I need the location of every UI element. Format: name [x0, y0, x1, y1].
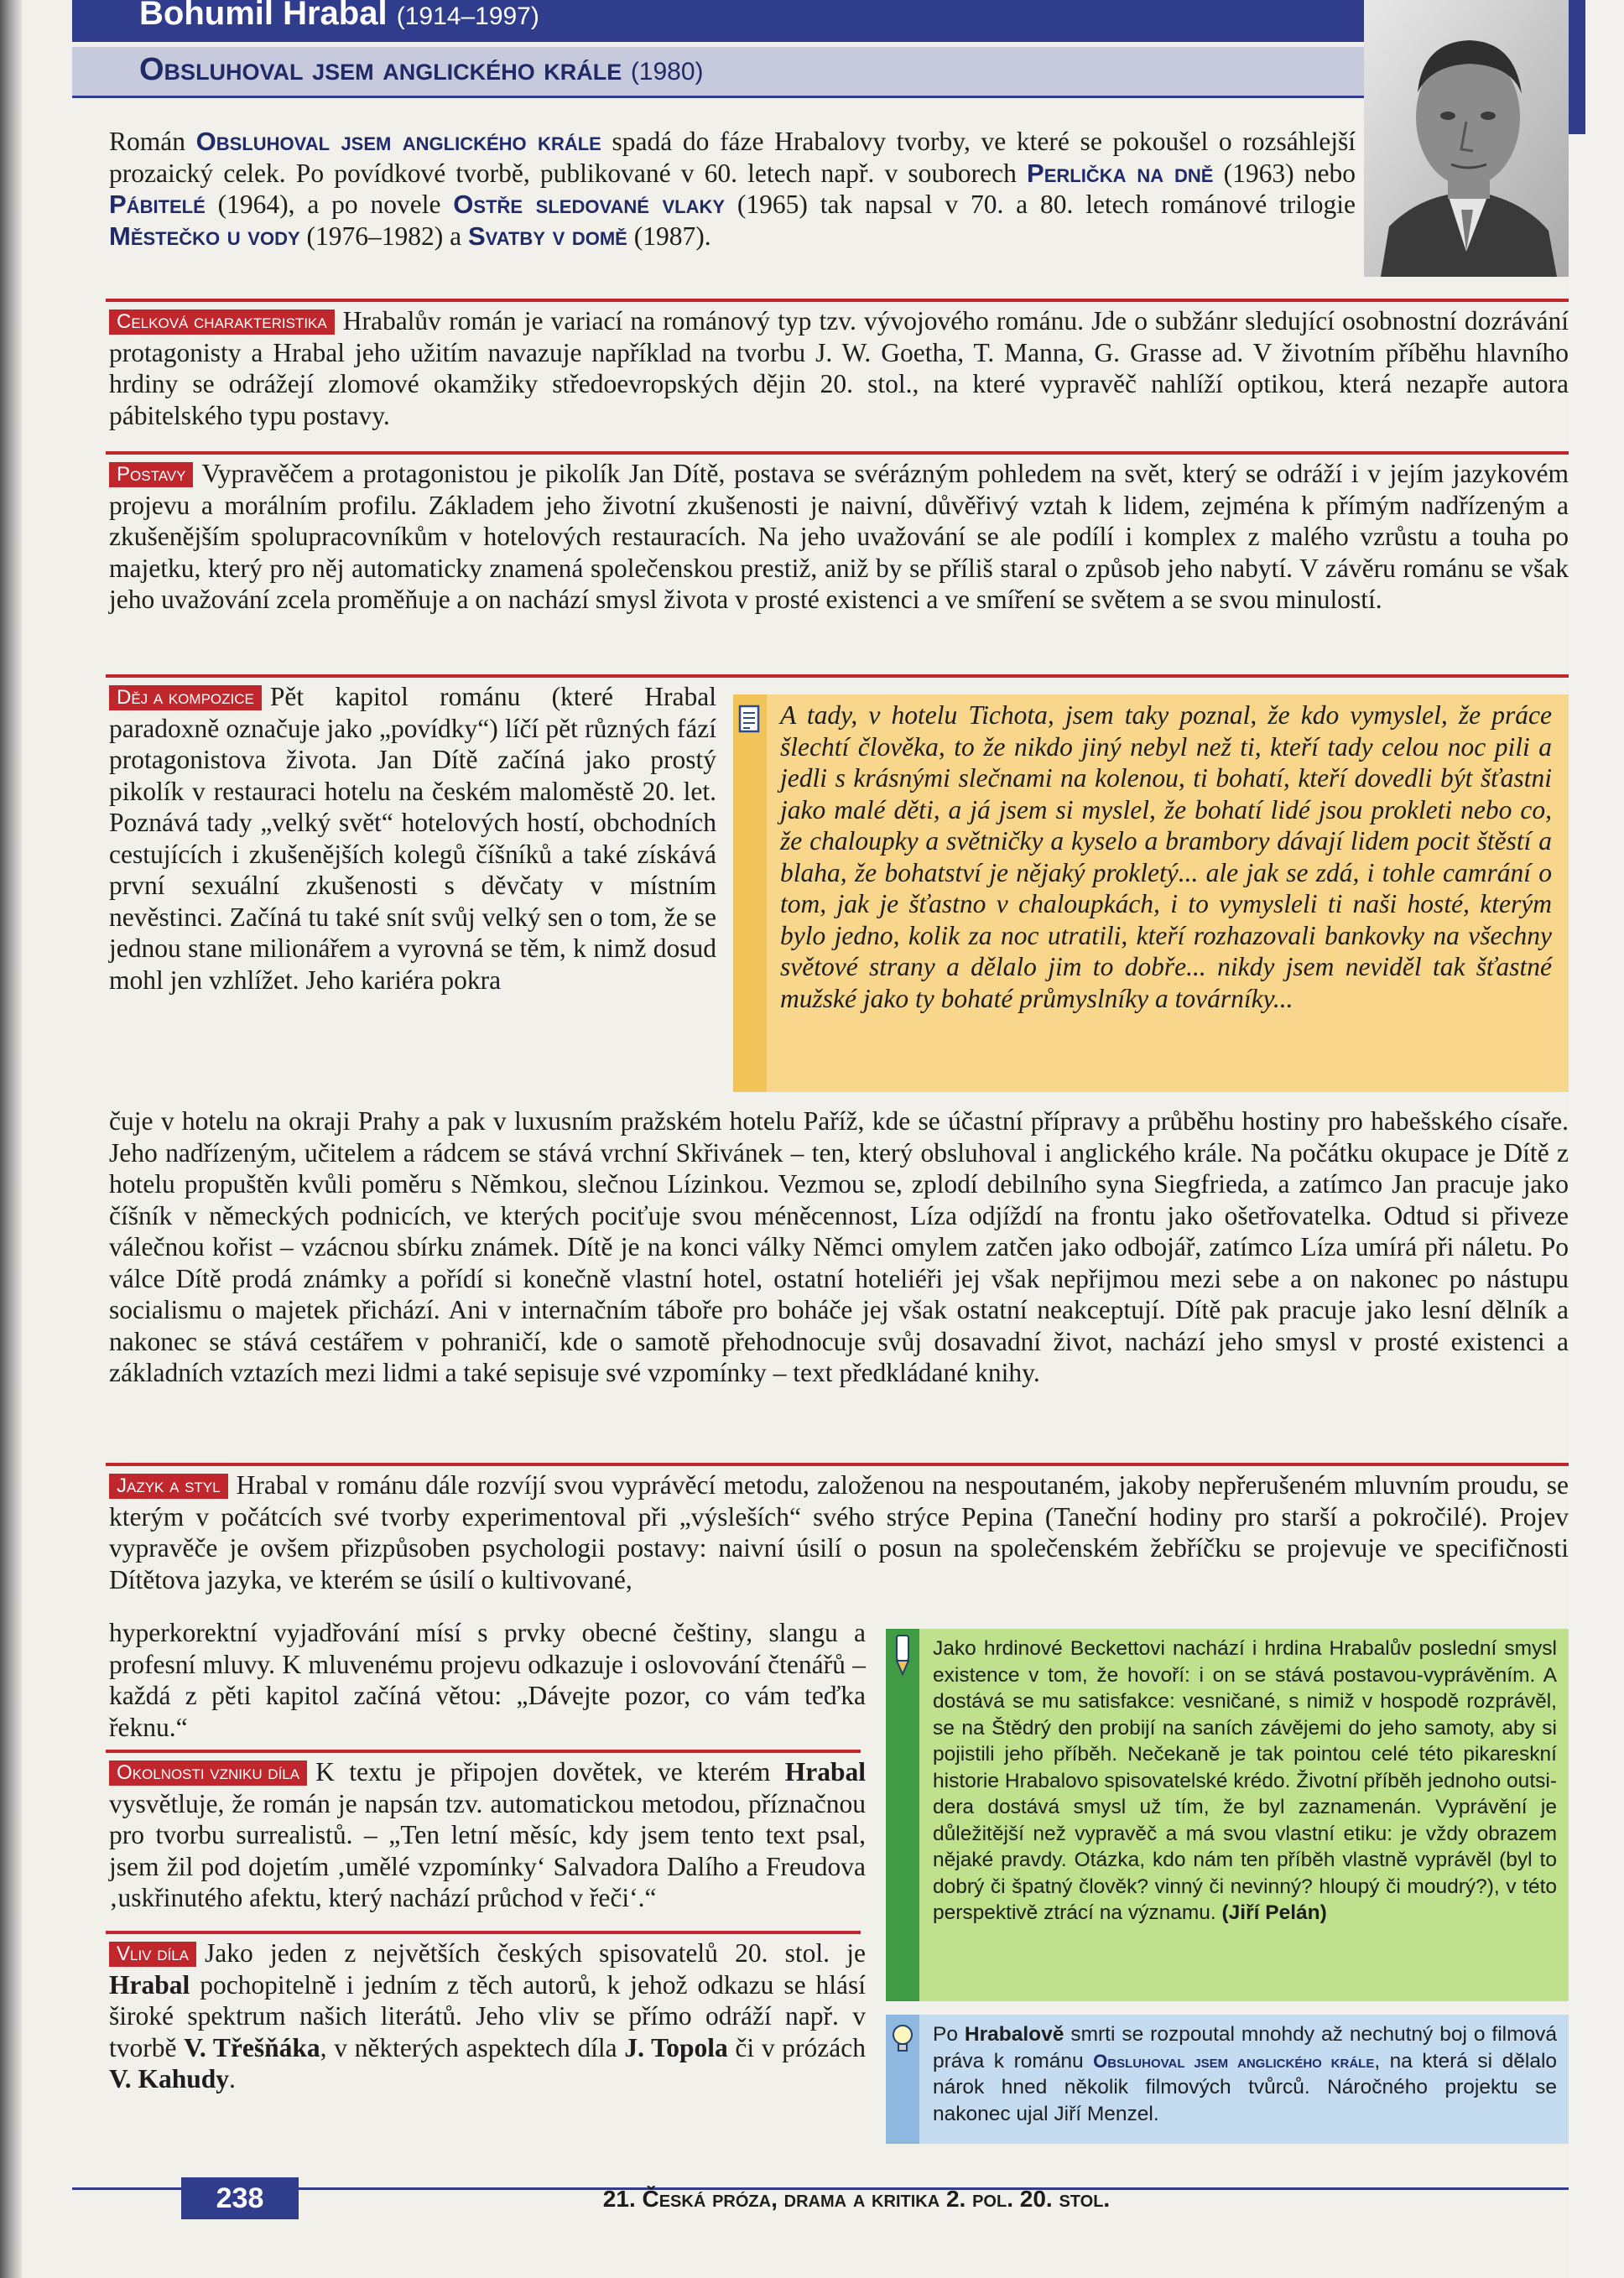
author-name: Bohumil Hrabal [139, 0, 388, 32]
section-divider [106, 1931, 861, 1934]
title-reference: Svatby v domě [467, 221, 627, 251]
section-heading: Postavy [109, 462, 193, 487]
text-run: (1965) tak napsal v 70. a 80. letech románové trilogie [725, 190, 1356, 219]
title-reference: Obsluhoval jsem anglického krále [195, 127, 601, 156]
pen-icon [886, 1629, 919, 1679]
text-run: vysvětluje, že román je napsán tzv. automatickou metodou, příznačnou pro tvorbu surrealistů. – „Ten letní měsíc, kdy jsem tento text psal, jsem žil pod dojetím ‚umělé vzpomínky‘ Salvadora Dalího a Freudova ‚uskřinutého afektu, který nachází průchod v řeči‘.“ [109, 1788, 866, 1912]
section-jazyk-a-styl [109, 1469, 1569, 1595]
section-heading: Jazyk a styl [109, 1474, 228, 1499]
emphasis-text: J. Topola [624, 2032, 728, 2062]
intro-paragraph [109, 126, 1356, 252]
quote-text: A tady, v hotelu Tichota, jsem taky poznal, že kdo vymyslel, že práce šlechtí člověka, to že nikdo jiný nebyl než ti, kteří tady celou noc pili a jedli s krásnými slečnami na kolenou, ti bohatí, kteří dovedli být šťastni jako malé děti, a já jsem si myslel, že bohatí lidé jsou prokleti nebo co, že chaloupky a světničky a kyselo a brambory dávají lidem pocit štěstí a blaha, že bohatství je nějaký prokletý... ale jak se zdá, i tohle camrání o tom, jak je šťastno v chaloupkách, i to vymysleli ti naši hosté, kterým bylo jedno, kolik za noc utratili, kteří rozhazovali bankovky na všechny světové strany a dělalo jim to dobře... nikdy jsem neviděl tak šťastné mužské jako ty bohaté průmyslníky a továrníky... [780, 700, 1552, 1013]
emphasis-text: V. Třešňáka [184, 2032, 320, 2062]
text-run: spadá do fáze Hrabalovy tvorby, ve které se pokoušel o rozsáhlejší prozaický celek. Po povídkové tvorbě, publikované v 60. letech např. v souborech [109, 127, 1356, 188]
emphasis-text: Hrabal [784, 1757, 866, 1787]
section-text: Pět kapitol románu (které Hrabal paradoxně označuje jako „povídky“) líčí pět různých fází protagonistova života. Jan Dítě začíná jako prostý pikolík v restauraci hotelu na českém maloměstě 20. let. Poznává tady „velký svět“ hotelových hostí, obchodních cestujících i zkušenějších kolegů číšníků a také získává první sexuální zkušenosti s děvčaty v místním nevěstinci. Začíná tu také snít svůj velký sen o tom, že se jednou stane milionářem a vyrovná se těm, k nimž dosud mohl jen vzhlížet. Jeho kariéra pokra [109, 682, 716, 995]
text-run: Jako hrdinové Beckettovi nachází i hrdina Hrabalův poslední smysl existence v tom, že hovoří: i on se stává postavou-vyprávěním. A dostává se mu satisfakce: vesničané, s nimiž v hospodě rozprávěl, se na Štědrý den probijí na saních závějemi do jeho samoty, aby si pojistili jeho příběh. Nečekaně je tak pointou celé této pikareskní historie Hrabalovo spisovatelské krédo. Životní příběh jednoho outsidera dostává smysl už tím, že byl zaznamenán. Vyprávění je důležitější než vypravěč a má svou vlastní etiku: je vždy obrazem nějaké pravdy. Otázka, kdo nám ten příběh vlastně vyprávěl (byl to dobrý či špatný člověk? vinný či nevinný? hloupý či moudrý?), v této perspektivě ztrácí na významu. [933, 1637, 1557, 1924]
section-text: Hrabal v románu dále rozvíjí svou vyprávěcí metodu, založenou na nespoutaném, jakoby nepřerušeném mluvním proudu, se kterým v počátcích své tvorby experimentoval při „výsleších“ svého strýce Pepina (Taneční hodiny pro starší a pokročilé). Projev vypravěče je ovšem přizpůsoben psychologii postavy: naivní úsilí o posun na společenském žebříčku se projevuje ve specifičnosti Dítětova jazyka, ve kterém se úsilí o kultivované, [109, 1470, 1569, 1594]
section-heading: Vliv díla [109, 1942, 196, 1967]
title-reference: Ostře sledované vlaky [453, 190, 726, 219]
text-run: (1964), a po novele [205, 190, 454, 219]
text-run: (1963) nebo [1213, 158, 1356, 188]
section-divider [106, 451, 1569, 455]
title-reference: Pábitelé [109, 190, 206, 219]
text-run: Jako jeden z největších českých spisovatelů 20. stol. je [205, 1938, 866, 1968]
section-okolnosti-vzniku-dila [109, 1756, 866, 1914]
emphasis-text: V. Kahudy [109, 2064, 229, 2093]
section-jazyk-column [109, 1617, 866, 1743]
title-reference: Perlička na dně [1027, 158, 1214, 188]
trivia-box [886, 2015, 1569, 2144]
emphasis-text: Hrabalově [964, 2023, 1064, 2046]
section-postavy [109, 458, 1569, 616]
section-text: hyperkorektní vyjadřování mísí s prvky obecné češtiny, slangu a profesní mluvy. K mluvenému projevu odkazuje i oslovování čtenářů – každá z pěti kapitol začíná větou: „Dávejte pozor, co vám teďka řeknu.“ [109, 1618, 866, 1742]
section-vliv-dila [109, 1937, 866, 2095]
section-text [109, 1938, 866, 2093]
section-divider [106, 1463, 1569, 1466]
section-text: Hrabalův román je variací na románový typ tzv. vývojového románu. Jde o subžánr sledující osobnostní dozrávání protagonisty a Hrabal jeho užitím navazuje například na tvorbu J. W. Goetha, T. Manna, G. Grasse ad. V životním příběhu hlavního hrdiny se odrážejí zlomové okamžiky středoevropských dějin 20. stol., na které vypravěč nahlíží optikou, která nezapře autora pábitelského typu postavy. [109, 306, 1569, 430]
section-heading: Děj a kompozice [109, 685, 262, 710]
author-years: (1914–1997) [396, 3, 539, 30]
textbook-page [22, 0, 1624, 2278]
text-run: (1976–1982) a [299, 221, 468, 251]
text-run: , na která si dělalo nárok hned několik filmových tvůrců. Náročného projektu se nakonec ujal Jiří Menzel. [933, 2049, 1558, 2125]
text-run: (1987). [627, 221, 711, 251]
work-title-bar [72, 47, 1364, 98]
section-text: čuje v hotelu na okraji Prahy a pak v luxusním pražském hotelu Paříž, kde se účastní přípravy a průběhu hostiny pro habešského císaře. Jeho nadřízeným, učitelem a rádcem se stává vrchní Skřivánek – ten, který obsluhoval i anglického krále. Na počátku okupace je Dítě z hotelu propuštěn kvůli poměru s Němkou, slečnou Lízinkou. Vezmou se, zplodí debilního syna Siegfrieda, a zatímco Jan pracuje jako číšník v německých podnicích, ve kterých pociťuje svou méněcennost, Líza odjíždí na frontu jako ošetřovatelka. Odtud si přiveze válečnou kořist – vzácnou sbírku známek. Dítě je na konci války Němci omylem zatčen jako odbojář, zatímco Líza umírá při náletu. Po válce Dítě prodá známky a pořídí si konečně vlastní hotel, ostatní hoteliéři jej však nepřijmou mezi sebe a on nakonec po nástupu socialismu o majetek přichází. Ani v internačním táboře pro boháče jej však ostatní neakceptují. Dítě pak pracuje jako lesní dělník a nakonec se stává cestářem v pohraničí, kde o samotě přehodnocuje svůj dosavadní život, nachází jeho smysl v prosté existenci a základních vztazích mezi lidmi a také sepisuje své vzpomínky – text předkládané knihy. [109, 1106, 1569, 1387]
emphasis-text: Hrabal [109, 1969, 190, 2000]
section-celkova-charakteristika [109, 305, 1569, 431]
section-divider [106, 299, 1569, 302]
page-footer [72, 2177, 1569, 2219]
section-text: Vypravěčem a protagonistou je pikolík Jan Dítě, postava se svérázným pohledem na svět, který se odráží i v jejím jazykovém projevu a morálním profilu. Základem jeho životní zkušenosti je naivní, důvěřivý vztah k lidem, zejména k přímým nadřízeným a zkušenějším spolupracovníkům v hotelových restauracích. Na jeho uvažování se ale podílí i komplex z malého vzrůstu a touha po majetku, který pro něj automaticky znamená společenskou prestiž, aniž by se příliš staral o způsob jeho nabytí. V závěru románu se však jeho uvažování zcela proměňuje a on nachází smysl života v prosté existenci a ve smíření se světem a se svou minulostí. [109, 459, 1569, 614]
section-heading: Okolnosti vzniku díla [109, 1761, 307, 1786]
text-run: pochopitelně i jedním z těch autorů, k jehož odkazu se hlásí široké spektrum našich literátů. Jeho vliv se přímo odráží např. v tvorbě [109, 1969, 866, 2062]
lightbulb-icon [886, 2015, 919, 2065]
section-divider [106, 1750, 861, 1753]
chapter-title: 21. Česká próza, drama a kritika 2. pol. 20. stol. [602, 2186, 1111, 2212]
section-divider [106, 674, 1569, 678]
text-run: Po [933, 2023, 965, 2046]
author-header-bar [72, 0, 1364, 42]
commentary-text [933, 1636, 1557, 1927]
commentary-box [886, 1629, 1569, 2001]
text-run: . [229, 2064, 236, 2093]
trivia-text [933, 2021, 1557, 2127]
quote-box [733, 694, 1569, 1092]
emphasis-text: (Jiří Pelán) [1221, 1901, 1327, 1924]
title-reference: Obsluhoval jsem anglického krále [1093, 2050, 1375, 2072]
page-number: 238 [181, 2177, 299, 2219]
work-title: Obsluhoval jsem anglického krále [139, 52, 622, 87]
book-spine-shadow [0, 0, 22, 2278]
section-dej-full [109, 1105, 1569, 1389]
section-dej-column [109, 681, 716, 996]
title-reference: Městečko u vody [109, 221, 300, 251]
page-right-edge [1569, 0, 1624, 2278]
text-run: či v prózách [727, 2032, 866, 2062]
text-run: , v některých aspektech díla [320, 2032, 625, 2062]
text-run: smrti se rozpoutal mnohdy až nechutný boj o filmová práva k románu [933, 2023, 1558, 2073]
work-year: (1980) [630, 58, 704, 86]
document-quote-icon [738, 705, 762, 733]
section-heading: Celková charakteristika [109, 309, 335, 335]
text-run: K textu je připojen dovětek, ve kterém [315, 1757, 785, 1787]
text-run: Román [109, 127, 196, 156]
author-portrait [1364, 0, 1569, 277]
